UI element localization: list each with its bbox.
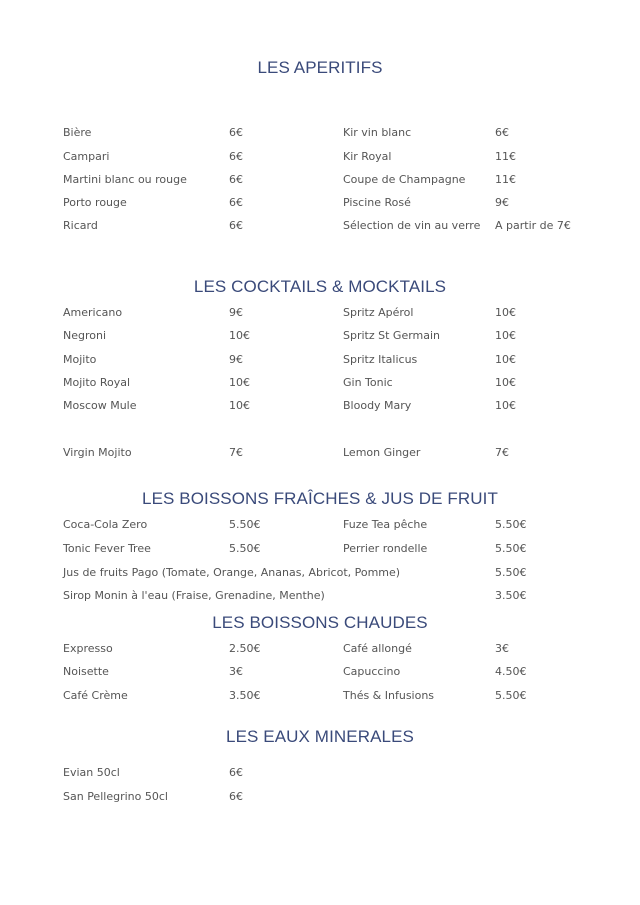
item-price: 5.50€ bbox=[229, 542, 261, 555]
item-price: 9€ bbox=[229, 353, 243, 366]
item-price: 6€ bbox=[229, 196, 243, 209]
item-name: Spritz St Germain bbox=[343, 329, 441, 342]
item-price: 9€ bbox=[229, 306, 243, 319]
item-name: Fuze Tea pêche bbox=[343, 518, 428, 531]
item-name: Tonic Fever Tree bbox=[63, 542, 151, 555]
item-name: Coupe de Champagne bbox=[343, 173, 466, 186]
item-price: 10€ bbox=[495, 376, 516, 389]
item-name: Café Crème bbox=[63, 689, 128, 702]
item-price: 10€ bbox=[229, 399, 250, 412]
item-name: Evian 50cl bbox=[63, 766, 120, 779]
item-name: Ricard bbox=[63, 219, 98, 232]
item-price: 5.50€ bbox=[495, 542, 527, 555]
item-price: 10€ bbox=[229, 329, 250, 342]
item-price: 11€ bbox=[495, 150, 516, 163]
item-price: 10€ bbox=[495, 306, 516, 319]
item-name: San Pellegrino 50cl bbox=[63, 790, 168, 803]
item-price: 3.50€ bbox=[495, 589, 527, 602]
item-price: 3.50€ bbox=[229, 689, 261, 702]
item-name: Mojito bbox=[63, 353, 97, 366]
item-name: Bière bbox=[63, 126, 92, 139]
item-price: 5.50€ bbox=[495, 566, 527, 579]
item-price: 5.50€ bbox=[229, 518, 261, 531]
item-name: Americano bbox=[63, 306, 123, 319]
item-price: 6€ bbox=[229, 766, 243, 779]
section-title-boissons-chaudes: LES BOISSONS CHAUDES bbox=[212, 613, 428, 632]
item-name: Porto rouge bbox=[63, 196, 127, 209]
item-name: Virgin Mojito bbox=[63, 446, 132, 459]
item-price: 9€ bbox=[495, 196, 509, 209]
item-name: Lemon Ginger bbox=[343, 446, 421, 459]
item-name: Jus de fruits Pago (Tomate, Orange, Ananas, Abricot, Pomme) bbox=[63, 566, 401, 579]
item-price: 10€ bbox=[495, 329, 516, 342]
section-title-cocktails: LES COCKTAILS & MOCKTAILS bbox=[193, 277, 447, 296]
item-name: Kir Royal bbox=[343, 150, 392, 163]
item-price: 6€ bbox=[229, 173, 243, 186]
item-name: Mojito Royal bbox=[63, 376, 131, 389]
item-name: Perrier rondelle bbox=[343, 542, 428, 555]
item-name: Noisette bbox=[63, 665, 109, 678]
item-price: 7€ bbox=[229, 446, 243, 459]
item-price: 6€ bbox=[229, 790, 243, 803]
item-price: 10€ bbox=[229, 376, 250, 389]
item-name: Piscine Rosé bbox=[343, 196, 411, 209]
section-title-eaux-minerales: LES EAUX MINERALES bbox=[226, 727, 414, 746]
item-price: A partir de 7€ bbox=[495, 219, 571, 232]
item-name: Spritz Apérol bbox=[343, 306, 414, 319]
section-title-boissons-fraiches: LES BOISSONS FRAÎCHES & JUS DE FRUIT bbox=[142, 489, 498, 508]
item-name: Expresso bbox=[63, 642, 113, 655]
section-title-aperitifs: LES APERITIFS bbox=[257, 58, 383, 77]
item-price: 3€ bbox=[495, 642, 509, 655]
item-price: 4.50€ bbox=[495, 665, 527, 678]
item-name: Kir vin blanc bbox=[343, 126, 412, 139]
item-name: Moscow Mule bbox=[63, 399, 137, 412]
item-price: 10€ bbox=[495, 399, 516, 412]
item-price: 10€ bbox=[495, 353, 516, 366]
item-price: 11€ bbox=[495, 173, 516, 186]
item-name: Coca-Cola Zero bbox=[63, 518, 148, 531]
item-name: Café allongé bbox=[343, 642, 412, 655]
item-name: Spritz Italicus bbox=[343, 353, 418, 366]
item-name: Martini blanc ou rouge bbox=[63, 173, 187, 186]
item-price: 7€ bbox=[495, 446, 509, 459]
item-price: 5.50€ bbox=[495, 689, 527, 702]
item-name: Bloody Mary bbox=[343, 399, 412, 412]
item-price: 6€ bbox=[229, 150, 243, 163]
item-price: 6€ bbox=[229, 126, 243, 139]
item-name: Sirop Monin à l'eau (Fraise, Grenadine, Menthe) bbox=[63, 589, 325, 602]
item-price: 6€ bbox=[495, 126, 509, 139]
item-price: 3€ bbox=[229, 665, 243, 678]
item-price: 6€ bbox=[229, 219, 243, 232]
item-name: Negroni bbox=[63, 329, 107, 342]
item-name: Thés & Infusions bbox=[343, 689, 435, 702]
item-price: 5.50€ bbox=[495, 518, 527, 531]
item-name: Gin Tonic bbox=[343, 376, 393, 389]
item-name: Capuccino bbox=[343, 665, 401, 678]
item-name: Campari bbox=[63, 150, 110, 163]
item-name: Sélection de vin au verre bbox=[343, 219, 481, 232]
item-price: 2.50€ bbox=[229, 642, 261, 655]
